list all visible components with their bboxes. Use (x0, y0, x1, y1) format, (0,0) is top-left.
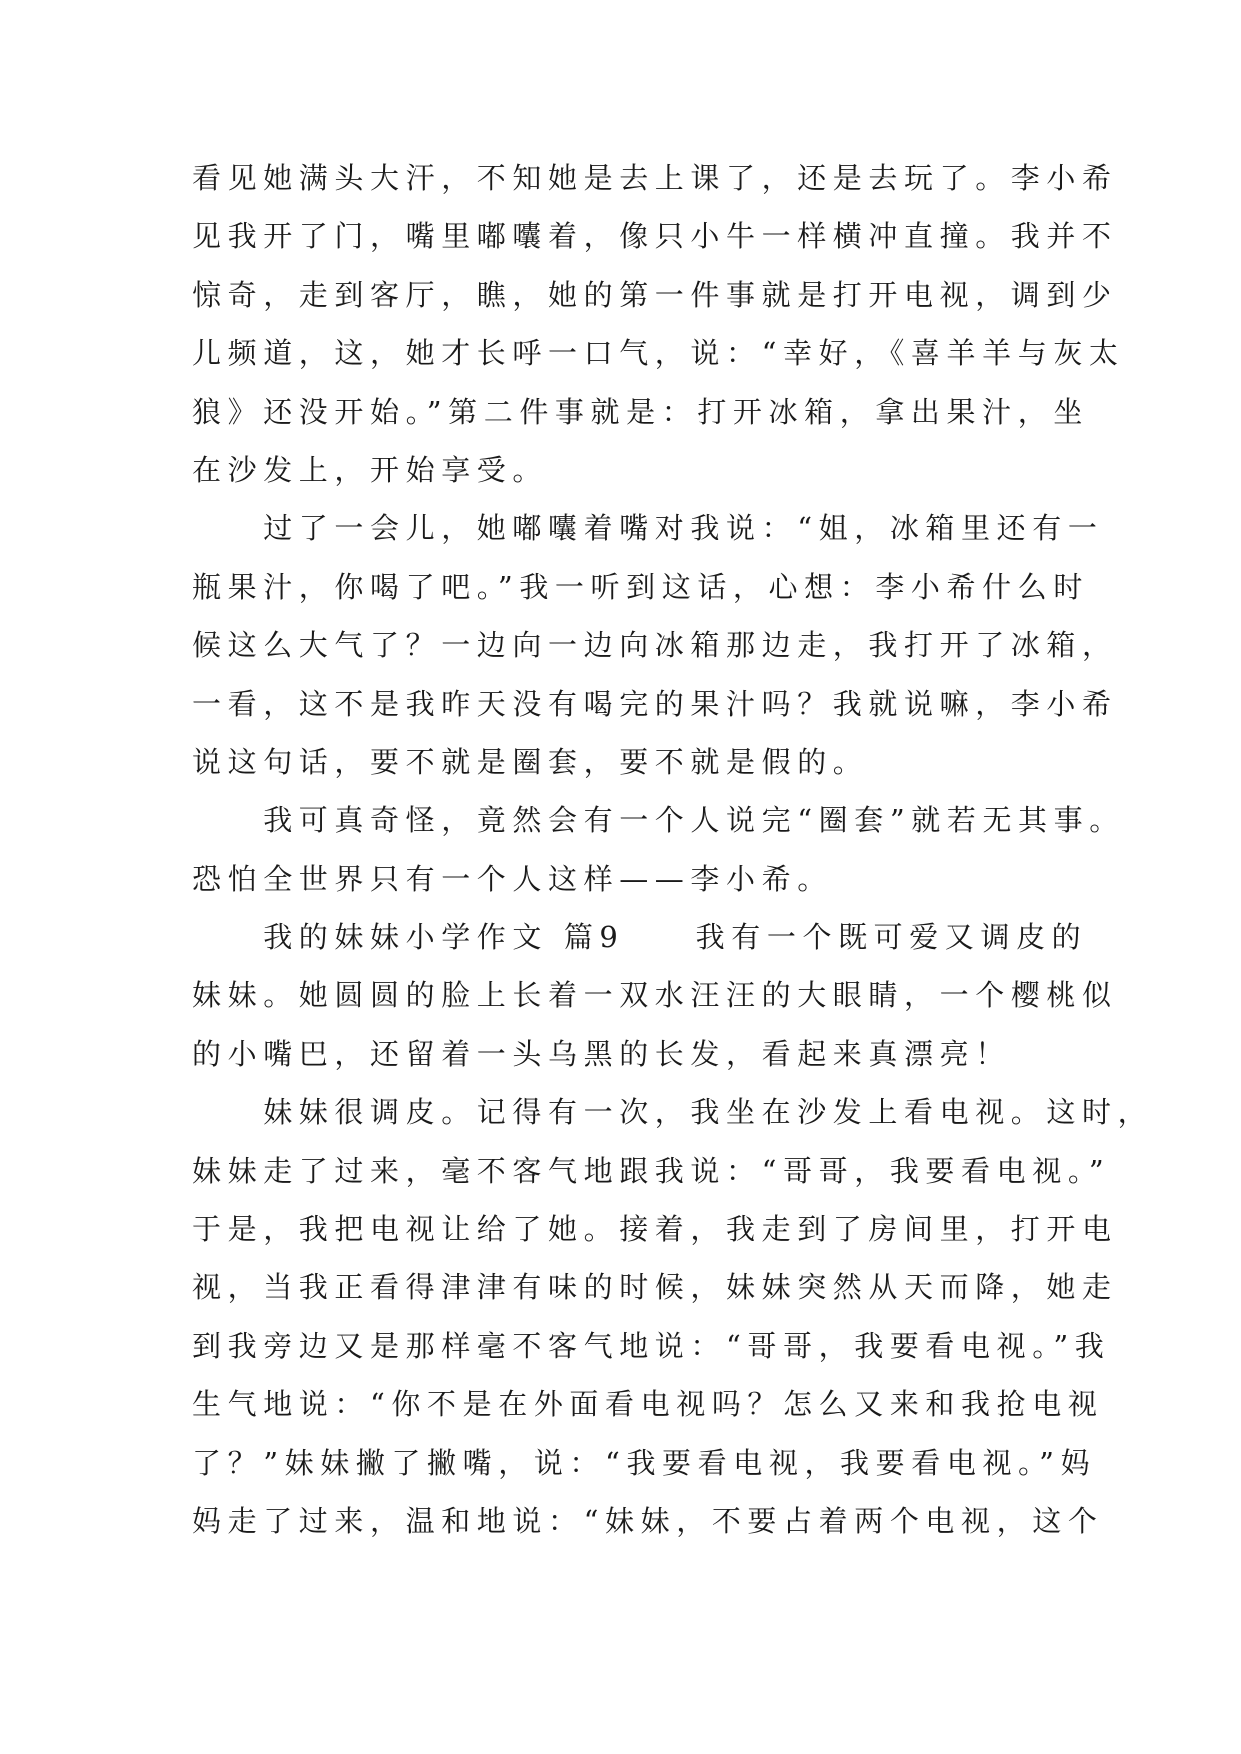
text-line: 儿频道，这，她才长呼一口气，说：“幸好，《喜羊羊与灰太 (192, 336, 1125, 371)
text-line: 妹妹。她圆圆的脸上长着一双水汪汪的大眼睛，一个樱桃似 (192, 978, 1118, 1013)
text-line: 候这么大气了？一边向一边向冰箱那边走，我打开了冰箱， (192, 628, 1118, 663)
essay-body (192, 158, 1154, 1559)
text-line: 的小嘴巴，还留着一头乌黑的长发，看起来真漂亮！ (192, 1036, 1011, 1071)
text-line: 恐怕全世界只有一个人这样——李小希。 (192, 861, 833, 896)
text-line: 妹妹很调皮。记得有一次，我坐在沙发上看电视。这时， (192, 1095, 1154, 1130)
text-line: 看见她满头大汗，不知她是去上课了，还是去玩了。李小希 (192, 161, 1118, 195)
text-line: 一看，这不是我昨天没有喝完的果汁吗？我就说嘛，李小希 (192, 686, 1118, 721)
text-line: 了？”妹妹撇了撇嘴，说：“我要看电视，我要看电视。”妈 (192, 1445, 1097, 1480)
text-line: 到我旁边又是那样毫不客气地说：“哥哥，我要看电视。”我 (192, 1328, 1111, 1363)
text-line: 狼》还没开始。”第二件事就是：打开冰箱，拿出果汁，坐 (192, 394, 1089, 429)
text-line: 在沙发上，开始享受。 (192, 452, 549, 487)
text-line: 瓶果汁，你喝了吧。”我一听到这话，心想：李小希什么时 (192, 569, 1089, 604)
text-line: 我可真奇怪，竟然会有一个人说完“圈套”就若无其事。 (192, 803, 1125, 838)
text-line: 妹妹走了过来，毫不客气地跟我说：“哥哥，我要看电视。” (192, 1153, 1111, 1188)
text-line: 视，当我正看得津津有味的时候，妹妹突然从天而降，她走 (192, 1270, 1118, 1305)
section-heading-line: 我的妹妹小学作文 篇9 我有一个既可爱又调皮的 (192, 920, 1088, 955)
text-line: 惊奇，走到客厅，瞧，她的第一件事就是打开电视，调到少 (192, 277, 1118, 312)
text-line: 于是，我把电视让给了她。接着，我走到了房间里，打开电 (192, 1212, 1118, 1247)
text-line: 见我开了门，嘴里嘟囔着，像只小牛一样横冲直撞。我并不 (192, 219, 1118, 254)
text-line: 妈走了过来，温和地说：“妹妹，不要占着两个电视，这个 (192, 1503, 1104, 1538)
text-line: 生气地说：“你不是在外面看电视吗？怎么又来和我抢电视 (192, 1387, 1104, 1422)
text-line: 说这句话，要不就是圈套，要不就是假的。 (192, 744, 869, 779)
text-line: 过了一会儿，她嘟囔着嘴对我说：“姐，冰箱里还有一 (192, 511, 1104, 546)
